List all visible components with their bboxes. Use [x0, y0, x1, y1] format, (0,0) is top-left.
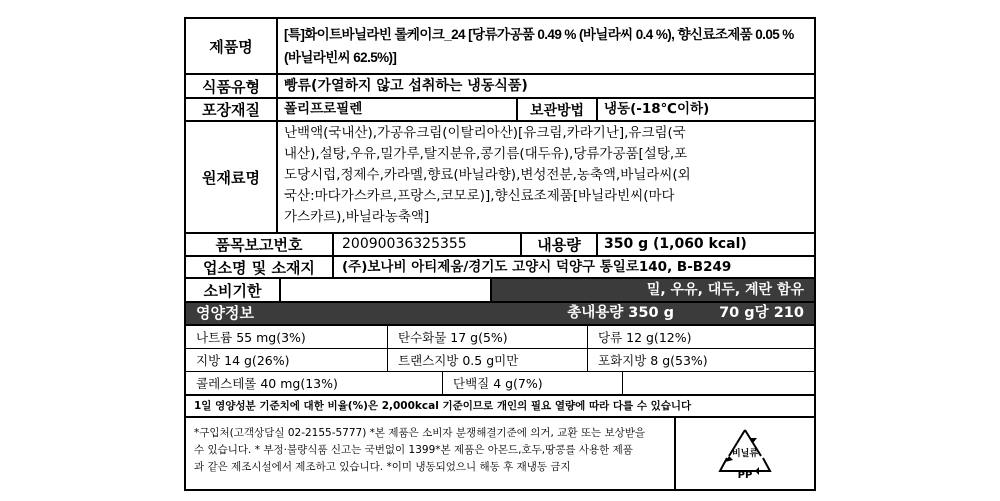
manufacturer-label: 업소명 및 소재지 [186, 257, 334, 277]
ingredients-line: 도당시럽,정제수,카라멜,향료(바닐라향),변성전분,농축액,바닐라씨(외 [284, 167, 691, 183]
food-label [184, 17, 816, 491]
nutrition-row [186, 326, 814, 349]
nutrient-sugars: 당류 12 g(12%) [598, 330, 692, 345]
ingredients-row [186, 122, 814, 234]
recycle-icon [715, 424, 775, 484]
notice-line: 수 있습니다. * 부정·불량식품 신고는 국번없이 1399*본 제품은 아몬드,호두,땅콩를 사용한 제품 [194, 444, 633, 456]
nutrition-row [186, 349, 814, 372]
product-name-line1: [특]화이트바닐라빈 롤케이크_24 [당류가공품 0.49 % (바닐라씨 0.4 %), 향신료조제품 0.05 % [284, 27, 794, 42]
product-name-row [186, 19, 814, 75]
notice-line: *구입처(고객상담실 02-2155-5777) *본 제품은 소비자 분쟁해결기준에 의거, 교환 또는 보상받을 [194, 427, 646, 439]
nutrient-cholesterol: 콜레스테롤 40 mg(13%) [186, 372, 443, 394]
expiry-row [186, 279, 814, 303]
ingredients-line: 난백액(국내산),가공유크림(이탈리아산)[유크림,카라기난],유크림(국 [284, 125, 686, 141]
ingredients-line: 가스카르),바닐라농축액] [284, 209, 430, 225]
packaging-value: 폴리프로필렌 [278, 99, 518, 120]
packaging-label: 포장재질 [186, 99, 278, 120]
recycle-text: 비닐류 [731, 448, 759, 459]
manufacturer-row [186, 257, 814, 279]
notice-text [186, 418, 676, 489]
nutrient-protein: 단백질 4 g(7%) [443, 372, 623, 394]
manufacturer-value: (주)보나비 아티제움/경기도 고양시 덕양구 통일로140, B-B249 [342, 259, 732, 275]
nutrient-empty [623, 372, 814, 394]
ingredients-line: 내산),설탕,우유,밀가루,탈지분유,콩기름(대두유),당류가공품[설탕,포 [284, 146, 688, 162]
ingredients-label: 원재료명 [186, 122, 278, 232]
ingredients-line: 국산:마다가스카르,프랑스,코모로)],향신료조제품[바닐라빈씨(마다 [284, 188, 675, 204]
report-no-value: 20090036325355 [334, 234, 522, 255]
nutrition-label: 영양정보 [196, 304, 254, 322]
nutrition-footnote-row [186, 396, 814, 418]
product-name-label: 제품명 [186, 19, 278, 73]
nutrient-sodium: 나트륨 55 mg(3%) [186, 326, 388, 348]
storage-value: 냉동(-18℃이하) [604, 101, 710, 117]
food-type-label: 식품유형 [186, 75, 278, 97]
nutrition-footnote: 1일 영양성분 기준치에 대한 비율(%)은 2,000kcal 기준이므로 개인의 필요 열량에 따라 다를 수 있습니다 [194, 400, 692, 412]
product-name-line2: (바닐라빈씨 62.5%)] [284, 50, 397, 65]
capacity-label: 내용량 [522, 234, 598, 255]
allergy-notice: 밀, 우유, 대두, 계란 함유 [492, 279, 814, 301]
food-type-value: 빵류(가열하지 않고 섭취하는 냉동식품) [284, 78, 528, 94]
storage-label: 보관방법 [518, 99, 598, 120]
notice-row [186, 418, 814, 489]
report-no-label: 품목보고번호 [186, 234, 334, 255]
nutrition-per-serving: 70 g당 210 kcal [719, 305, 804, 342]
recycle-material: PP [737, 469, 753, 481]
capacity-value: 350 g (1,060 kcal) [604, 236, 747, 252]
nutrient-carbohydrate: 탄수화물 17 g(5%) [388, 326, 588, 348]
expiry-value [281, 279, 492, 301]
nutrition-row [186, 372, 814, 396]
expiry-label: 소비기한 [186, 279, 281, 301]
food-type-row [186, 75, 814, 99]
nutrient-saturated-fat: 포화지방 8 g(53%) [598, 353, 708, 368]
nutrition-total: 총내용량 350 g [567, 305, 674, 321]
nutrient-trans-fat: 트랜스지방 0.5 g미만 [388, 349, 588, 371]
ingredients-value [278, 122, 814, 232]
report-row [186, 234, 814, 257]
notice-line: 과 같은 제조시설에서 제조하고 있습니다. *이미 냉동되었으니 해동 후 재냉동 금지 [194, 461, 571, 473]
recycle-mark [676, 418, 814, 489]
packaging-row [186, 99, 814, 122]
nutrient-fat: 지방 14 g(26%) [186, 349, 388, 371]
product-name-value [278, 19, 814, 73]
